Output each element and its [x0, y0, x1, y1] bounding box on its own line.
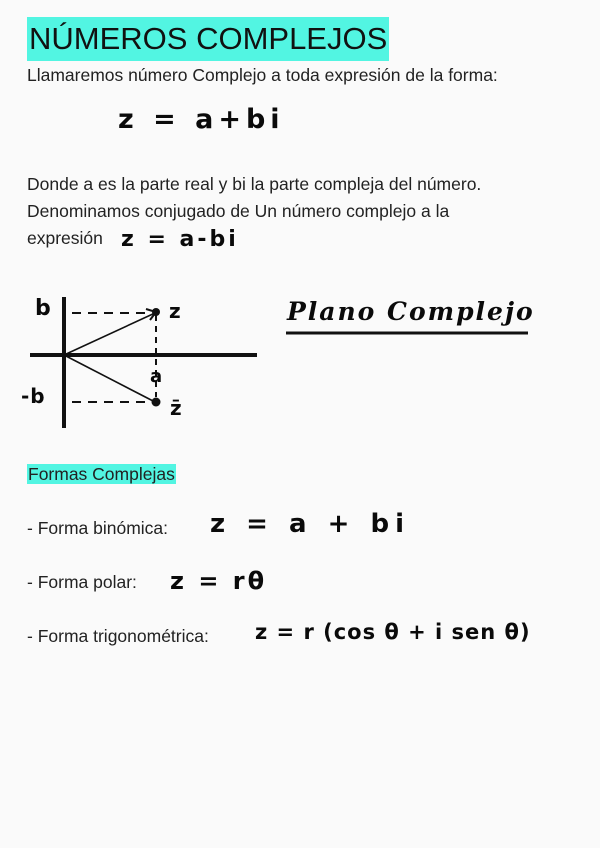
diagram-heading-underline: [286, 330, 531, 338]
point-zbar: [152, 398, 161, 407]
diagram-heading: Plano Complejo: [287, 297, 535, 326]
paragraph-line-2: Denominamos conjugado de Un número complejo a la: [27, 201, 450, 221]
paragraph-line-1: Donde a es la parte real y bi la parte compleja del número.: [27, 174, 482, 194]
form-trigonometrica-formula: z = r (cos θ + i sen θ): [255, 620, 531, 644]
page-title: NÚMEROS COMPLEJOS: [27, 17, 389, 61]
form-polar-label: - Forma polar:: [27, 572, 137, 592]
formula-conjugate: z = a-bi: [121, 227, 239, 252]
label-b: b: [35, 296, 54, 321]
section-heading: Formas Complejas: [28, 464, 175, 484]
form-polar-formula: z = rθ: [170, 567, 268, 595]
label-z: z: [169, 299, 184, 323]
form-binomica-label: - Forma binómica:: [27, 518, 169, 538]
paragraph-line-3: expresión: [27, 228, 103, 248]
vector-zbar: [64, 355, 155, 402]
label-neg-b: -b: [21, 384, 46, 408]
vector-z: [64, 313, 155, 355]
label-zbar: z̄: [170, 396, 185, 420]
intro-text: Llamaremos número Complejo a toda expresión de la forma:: [27, 65, 498, 85]
formula-main: z = a+bi: [118, 104, 285, 135]
form-binomica-formula: z = a + bi: [210, 509, 410, 539]
label-a: a: [150, 366, 166, 387]
form-trigonometrica-label: - Forma trigonométrica:: [27, 626, 209, 646]
